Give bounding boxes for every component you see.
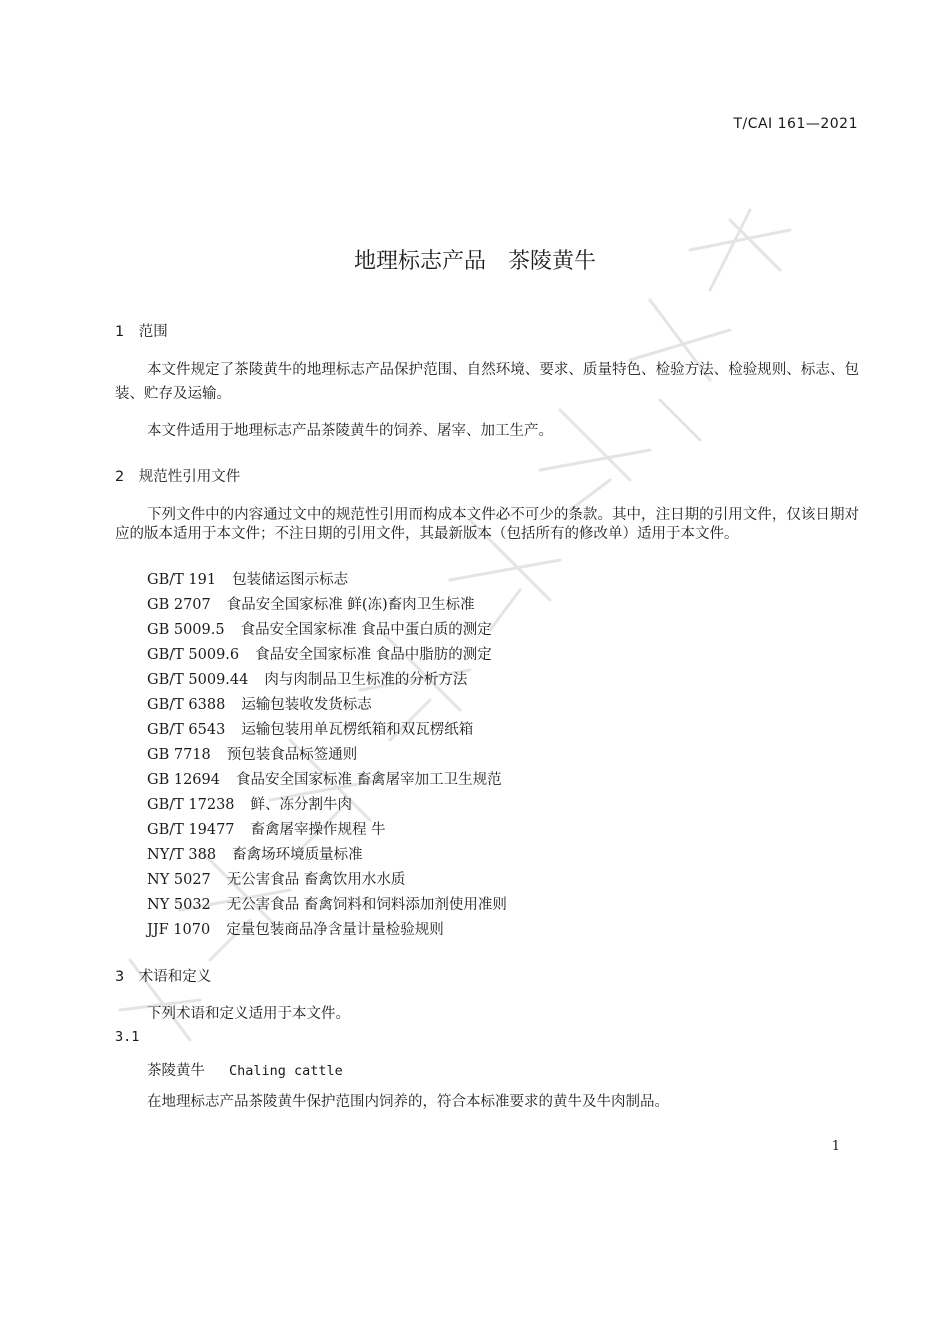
- term-definition: 在地理标志产品茶陵黄牛保护范围内饲养的，符合本标准要求的黄牛及牛肉制品。: [147, 1094, 669, 1110]
- reference-title: 食品安全国家标准 畜禽屠宰加工卫生规范: [235, 772, 502, 788]
- reference-item: [147, 818, 507, 843]
- reference-item: [147, 593, 507, 618]
- normative-intro: 下列文件中的内容通过文中的规范性引用而构成本文件必不可少的条款。其中，注日期的引用文件，仅该日期对应的版本适用于本文件；不注日期的引用文件，其最新版本（包括所有的修改单）适用于本文件。: [115, 507, 859, 542]
- term-entry: [147, 1059, 343, 1080]
- reference-code: GB 2707: [147, 597, 211, 613]
- reference-code: GB/T 5009.44: [147, 672, 249, 688]
- scope-paragraph-1: 本文件规定了茶陵黄牛的地理标志产品保护范围、自然环境、要求、质量特色、检验方法、检验规则、标志、包装、贮存及运输。: [115, 362, 859, 402]
- reference-code: NY/T 388: [147, 847, 217, 863]
- reference-item: [147, 918, 507, 943]
- reference-item: [147, 743, 507, 768]
- term-english: Chaling cattle: [229, 1063, 343, 1079]
- reference-code: GB/T 6388: [147, 697, 226, 713]
- reference-code: GB 7718: [147, 747, 211, 763]
- reference-title: 食品安全国家标准 鲜(冻)畜肉卫生标准: [226, 597, 475, 613]
- reference-item: [147, 793, 507, 818]
- reference-title: 无公害食品 畜禽饲料和饲料添加剂使用准则: [226, 897, 507, 913]
- reference-title: 无公害食品 畜禽饮用水水质: [226, 872, 406, 888]
- reference-title: 预包装食品标签通则: [226, 747, 358, 763]
- reference-code: GB/T 17238: [147, 797, 235, 813]
- reference-item: [147, 868, 507, 893]
- reference-title: 运输包装收发货标志: [241, 697, 372, 713]
- reference-title: 食品安全国家标准 食品中蛋白质的测定: [240, 622, 492, 638]
- terms-intro: 下列术语和定义适用于本文件。: [147, 1006, 350, 1022]
- scope-paragraph-2: 本文件适用于地理标志产品茶陵黄牛的饲养、屠宰、加工生产。: [147, 423, 553, 439]
- term-chinese: 茶陵黄牛: [147, 1063, 205, 1079]
- reference-item: [147, 843, 507, 868]
- standard-code: T/CAI 161—2021: [733, 116, 858, 132]
- reference-item: [147, 618, 507, 643]
- reference-code: GB/T 19477: [147, 822, 235, 838]
- page-number: 1: [831, 1139, 840, 1154]
- reference-item: [147, 718, 507, 743]
- clause-number: 3.1: [115, 1029, 140, 1045]
- reference-item: [147, 668, 507, 693]
- reference-title: 食品安全国家标准 食品中脂肪的测定: [255, 647, 492, 663]
- reference-item: [147, 768, 507, 793]
- reference-list: [147, 568, 507, 943]
- section-heading-normative: 2 规范性引用文件: [115, 469, 241, 485]
- section-heading-terms: 3 术语和定义: [115, 969, 212, 985]
- reference-code: NY 5032: [147, 897, 211, 913]
- reference-code: GB/T 191: [147, 572, 217, 588]
- reference-item: [147, 693, 507, 718]
- reference-title: 畜禽场环境质量标准: [232, 847, 363, 863]
- reference-item: [147, 643, 507, 668]
- reference-code: JJF 1070: [147, 922, 211, 938]
- document-title: 地理标志产品 茶陵黄牛: [353, 249, 596, 274]
- reference-title: 畜禽屠宰操作规程 牛: [250, 822, 386, 838]
- reference-item: [147, 568, 507, 593]
- reference-code: GB/T 6543: [147, 722, 226, 738]
- reference-code: GB/T 5009.6: [147, 647, 240, 663]
- reference-code: GB 12694: [147, 772, 220, 788]
- section-heading-scope: 1 范围: [115, 324, 168, 340]
- reference-title: 定量包装商品净含量计量检验规则: [226, 922, 444, 938]
- reference-item: [147, 893, 507, 918]
- reference-title: 包装储运图示标志: [232, 572, 349, 588]
- reference-title: 鲜、冻分割牛肉: [250, 797, 353, 813]
- reference-code: GB 5009.5: [147, 622, 225, 638]
- reference-title: 肉与肉制品卫生标准的分析方法: [264, 672, 468, 688]
- reference-title: 运输包装用单瓦楞纸箱和双瓦楞纸箱: [241, 722, 474, 738]
- reference-code: NY 5027: [147, 872, 211, 888]
